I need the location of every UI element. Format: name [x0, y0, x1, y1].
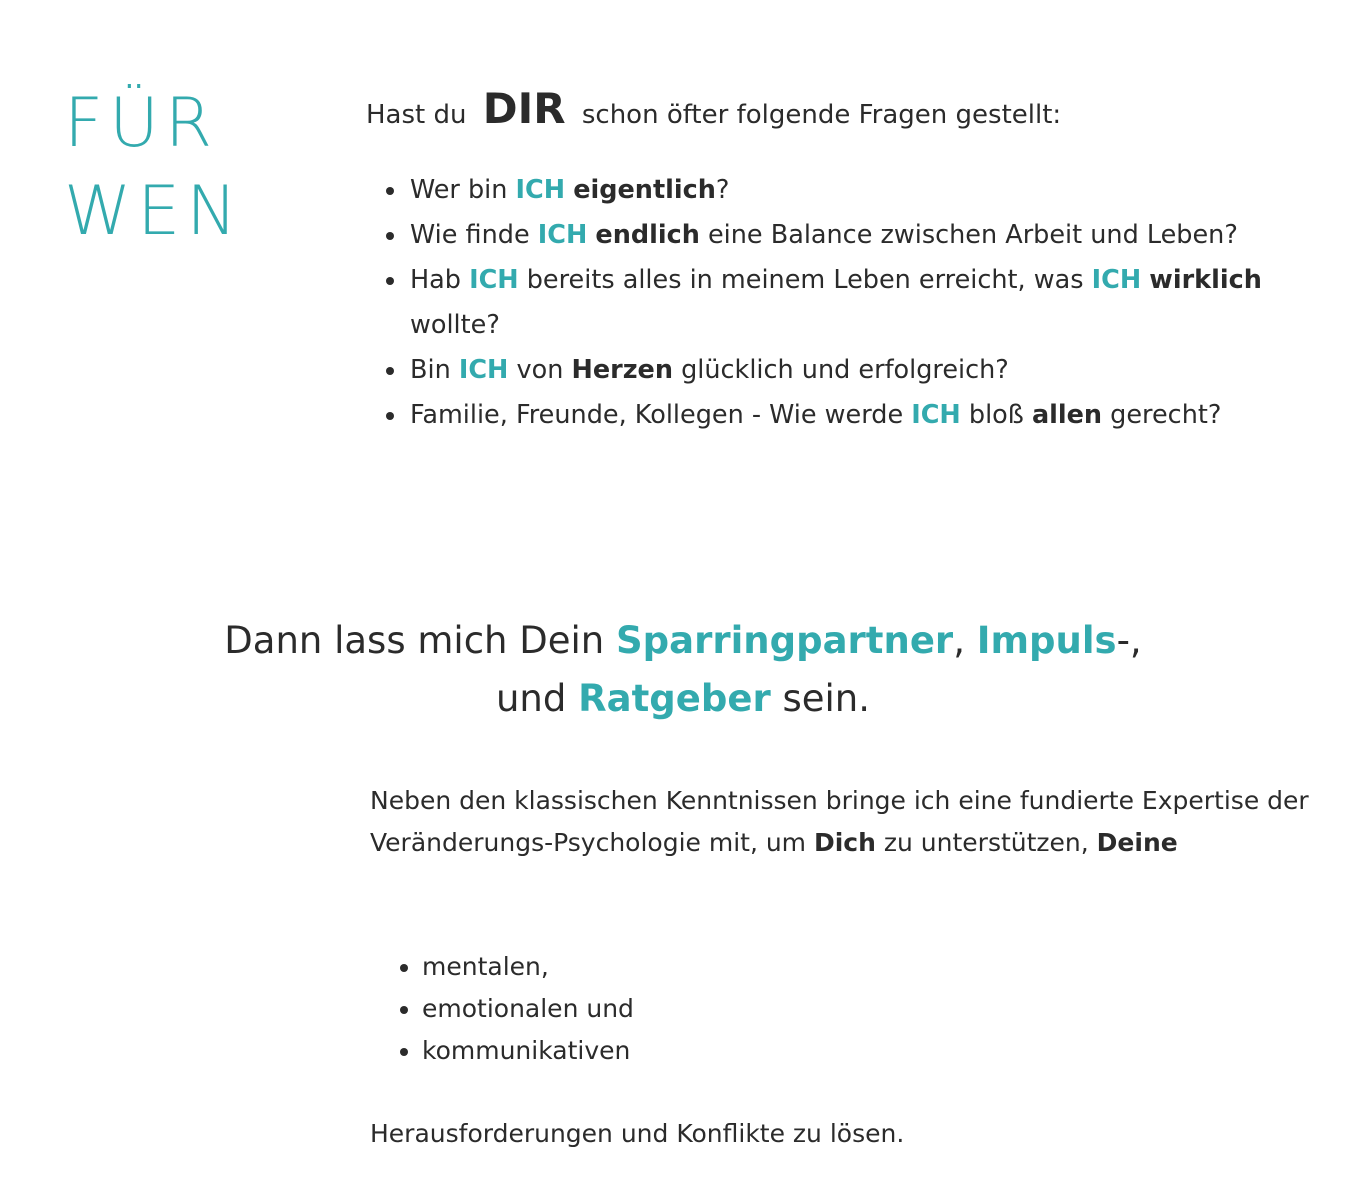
question-item: • Familie, Freunde, Kollegen - Wie werde ICH bloß allen gerecht? [408, 393, 1308, 438]
question-item: • Wie finde ICH endlich eine Balance zwischen Arbeit und Leben? [408, 213, 1308, 258]
intro-after: schon öfter folgende Fragen gestellt: [581, 100, 1062, 130]
intro-emphasis: DIR [482, 84, 566, 133]
question-item: • Wer bin ICH eigentlich? [408, 168, 1308, 213]
heading-line-2: WEN [64, 172, 244, 251]
list-item: • mentalen, [422, 946, 634, 988]
closing-text: Herausforderungen und Konflikte zu lösen. [370, 1119, 905, 1148]
cta-line-1: Dann lass mich Dein Sparringpartner, Impuls-, [224, 619, 1142, 662]
intro-text [366, 84, 1061, 133]
list-item: • emotionalen und [422, 988, 634, 1030]
question-item: • Bin ICH von Herzen glücklich und erfolgreich? [408, 348, 1308, 393]
intro-before: Hast du [366, 100, 467, 130]
section-heading [64, 80, 243, 256]
cta-line-2: und Ratgeber sein. [495, 677, 870, 720]
heading-line-1: FÜR [64, 84, 219, 163]
question-list [376, 168, 1308, 438]
expertise-paragraph: Neben den klassischen Kenntnissen bringe ich eine fundierte Expertise der Veränderungs-Psychologie mit, um Dich zu unterstützen, Deine [370, 786, 1309, 857]
question-item: • Hab ICH bereits alles in meinem Leben erreicht, was ICH wirklich wollte? [408, 258, 1308, 348]
skills-list [394, 946, 634, 1072]
call-to-action [0, 612, 1366, 728]
list-item: • kommunikativen [422, 1030, 634, 1072]
